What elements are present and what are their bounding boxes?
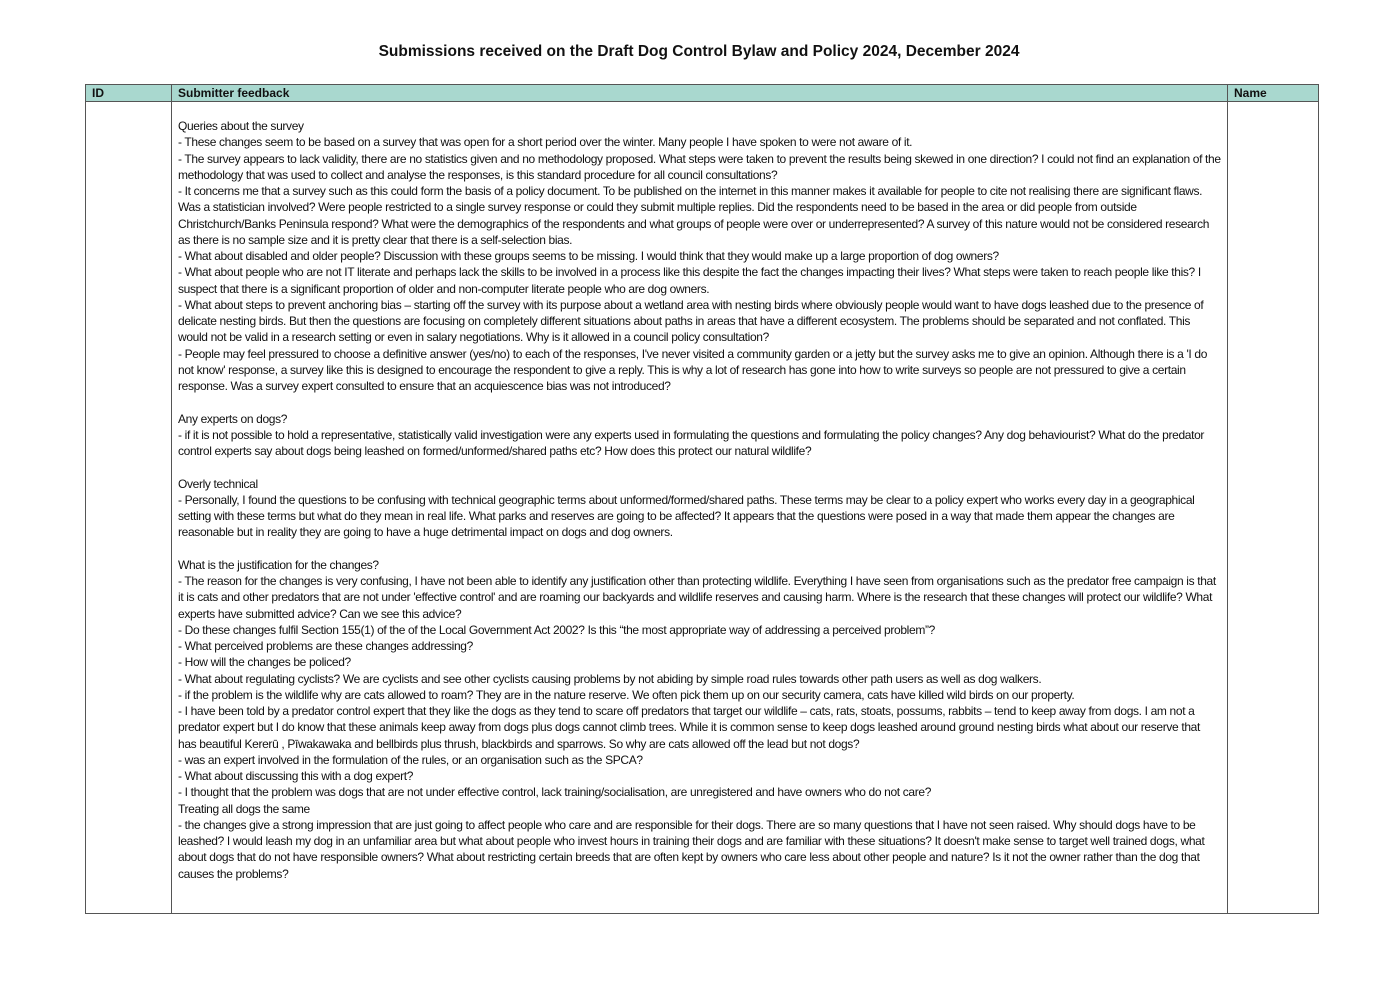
feedback-point: - was an expert involved in the formulation of the rules, or an organisation such as the SPCA?: [178, 752, 643, 767]
feedback-point: - I thought that the problem was dogs that are not under effective control, lack training/socialisation, are unregistered and have owners who do not care?: [178, 785, 932, 800]
feedback-point: - What about disabled and older people? Discussion with these groups seems to be missing. I would think that they would make up a large proportion of dog owners?: [178, 249, 999, 263]
table-header-row: [86, 85, 1319, 102]
feedback-point: - I have been told by a predator control expert that they like the dogs as they tend to scare off predators that target our wildlife – cats, rats, stoats, possums, rabbits – tend to keep away from dogs. I am not a predator expert but I do know that these animals keep away from dogs plus dogs cannot climb trees. While it is common sense to keep dogs leashed around ground nesting birds what about our reserve that has beautiful Kererū , Pīwakawaka and bellbirds plus thrush, blackbirds and sparrows. So why are cats allowed off the lead but not dogs?: [178, 704, 1200, 751]
feedback-point: - the changes give a strong impression that are just going to affect people who care and are responsible for their dogs. There are so many questions that I have not seen raised. Why should dogs have to be leashed? I would leash my dog in an unfamiliar area but what about people who invest hours in training their dogs and are familiar with these situations? It doesn't make sense to target well trained dogs, what about dogs that do not have responsible owners? What about restricting certain breeds that are often kept by owners who care less about other people and nature? Is it not the owner rather than the dog that causes the problems?: [178, 817, 1205, 881]
feedback-heading: Overly technical: [178, 476, 258, 491]
feedback-point: - if the problem is the wildlife why are cats allowed to roam? They are in the nature reserve. We often pick them up on our security camera, cats have killed wild birds on our property.: [178, 687, 1075, 702]
feedback-point: - Do these changes fulfil Section 155(1) of the of the Local Government Act 2002? Is this “the most appropriate way of addressing a perceived problem”?: [178, 622, 935, 637]
feedback-point: - The survey appears to lack validity, there are no statistics given and no methodology proposed. What steps were taken to prevent the results being skewed in one direction? I could not find an explanation of the methodology that was used to collect and analyse the responses, is this standard procedure for all council consultations?: [178, 151, 1221, 182]
document-title: Submissions received on the Draft Dog Control Bylaw and Policy 2024, December 2024: [378, 43, 1020, 60]
feedback-point: - if it is not possible to hold a representative, statistically valid investigation were any experts used in formulating the questions and formulating the policy changes? Any dog behaviourist? What do the predator control experts say about dogs being leashed on formed/unformed/shared paths etc? How does this protect our natural wildlife?: [178, 427, 1205, 458]
feedback-point: - What about people who are not IT literate and perhaps lack the skills to be involved in a process like this despite the fact the changes impacting their lives? What steps were taken to reach people like this? I suspect that there is a significant proportion of older and non-computer literate people who are dog owners.: [178, 265, 1201, 296]
feedback-heading: Any experts on dogs?: [178, 411, 288, 426]
feedback-point: - What perceived problems are these changes addressing?: [178, 639, 473, 653]
paragraph-gap: [178, 541, 1221, 557]
feedback-point: - The reason for the changes is very confusing, I have not been able to identify any justification other than protecting wildlife. Everything I have seen from organisations such as the predator free campaign is that it is cats and other predators that are not under 'effective control' and are roaming our backyards and wildlife reserves and causing harm. Where is the research that these changes will protect our wildlife? What experts have submitted advice? Can we see this advice?: [178, 574, 1216, 621]
submissions-table: [85, 84, 1319, 914]
feedback-point: - It concerns me that a survey such as this could form the basis of a policy document. To be published on the internet in this manner makes it available for people to cite not realising there are significant flaws. Was a statistician involved? Were people restricted to a single survey response or could they submit multiple replies. Did the respondents need to be based in the area or did people from outside Christchurch/Banks Peninsula respond? What were the demographics of the respondents and what groups of people were over or underrepresented? A survey of this nature would not be considered research as there is no sample size and it is pretty clear that there is a self-selection bias.: [178, 184, 1210, 247]
feedback-heading: What is the justification for the changes?: [178, 557, 379, 572]
cell-feedback: [172, 102, 1228, 914]
feedback-point: - What about regulating cyclists? We are cyclists and see other cyclists causing problems by not abiding by simple road rules towards other path users as well as dog walkers.: [178, 671, 1042, 686]
column-header-feedback: Submitter feedback: [172, 85, 1228, 102]
feedback-point: - What about discussing this with a dog expert?: [178, 769, 414, 783]
paragraph-gap: [178, 459, 1221, 475]
table-row: [86, 102, 1319, 914]
column-header-name: Name: [1228, 85, 1319, 102]
column-header-id: ID: [86, 85, 172, 102]
feedback-heading: Queries about the survey: [178, 119, 304, 133]
feedback-point: - How will the changes be policed?: [178, 655, 351, 670]
feedback-heading: Treating all dogs the same: [178, 801, 310, 816]
feedback-point: - Personally, I found the questions to be confusing with technical geographic terms about unformed/formed/shared paths. These terms may be clear to a policy expert who works every day in a geographical setting with these terms but what do they mean in real life. What parks and reserves are going to be affected? It appears that the questions were posed in a way that made them appear the changes are reasonable but in reality they are going to have a huge detrimental impact on dogs and dog owners.: [178, 492, 1195, 540]
cell-id: [86, 102, 172, 914]
cell-name: [1228, 102, 1319, 914]
feedback-point: - People may feel pressured to choose a definitive answer (yes/no) to each of the responses, I've never visited a community garden or a jetty but the survey asks me to give an opinion. Although there is a 'I do not know' response, a survey like this is designed to encourage the respondent to give a reply. This is why a lot of research has gone into how to write surveys so people are not pressured to give a certain response. Was a survey expert consulted to ensure that an acquiescence bias was not introduced?: [178, 346, 1208, 393]
feedback-point: - These changes seem to be based on a survey that was open for a short period over the winter. Many people I have spoken to were not aware of it.: [178, 135, 913, 150]
feedback-point: - What about steps to prevent anchoring bias – starting off the survey with its purpose about a wetland area with nesting birds where obviously people would want to have dogs leashed due to the presence of delicate nesting birds. But then the questions are focusing on completely different situations about paths in areas that have a different ecosystem. The problems should be separated and not conflated. This would not be valid in a research setting or even in salary negotiations. Why is it allowed in a council policy consultation?: [178, 297, 1204, 345]
feedback-text: [178, 118, 1221, 882]
paragraph-gap: [178, 394, 1221, 410]
